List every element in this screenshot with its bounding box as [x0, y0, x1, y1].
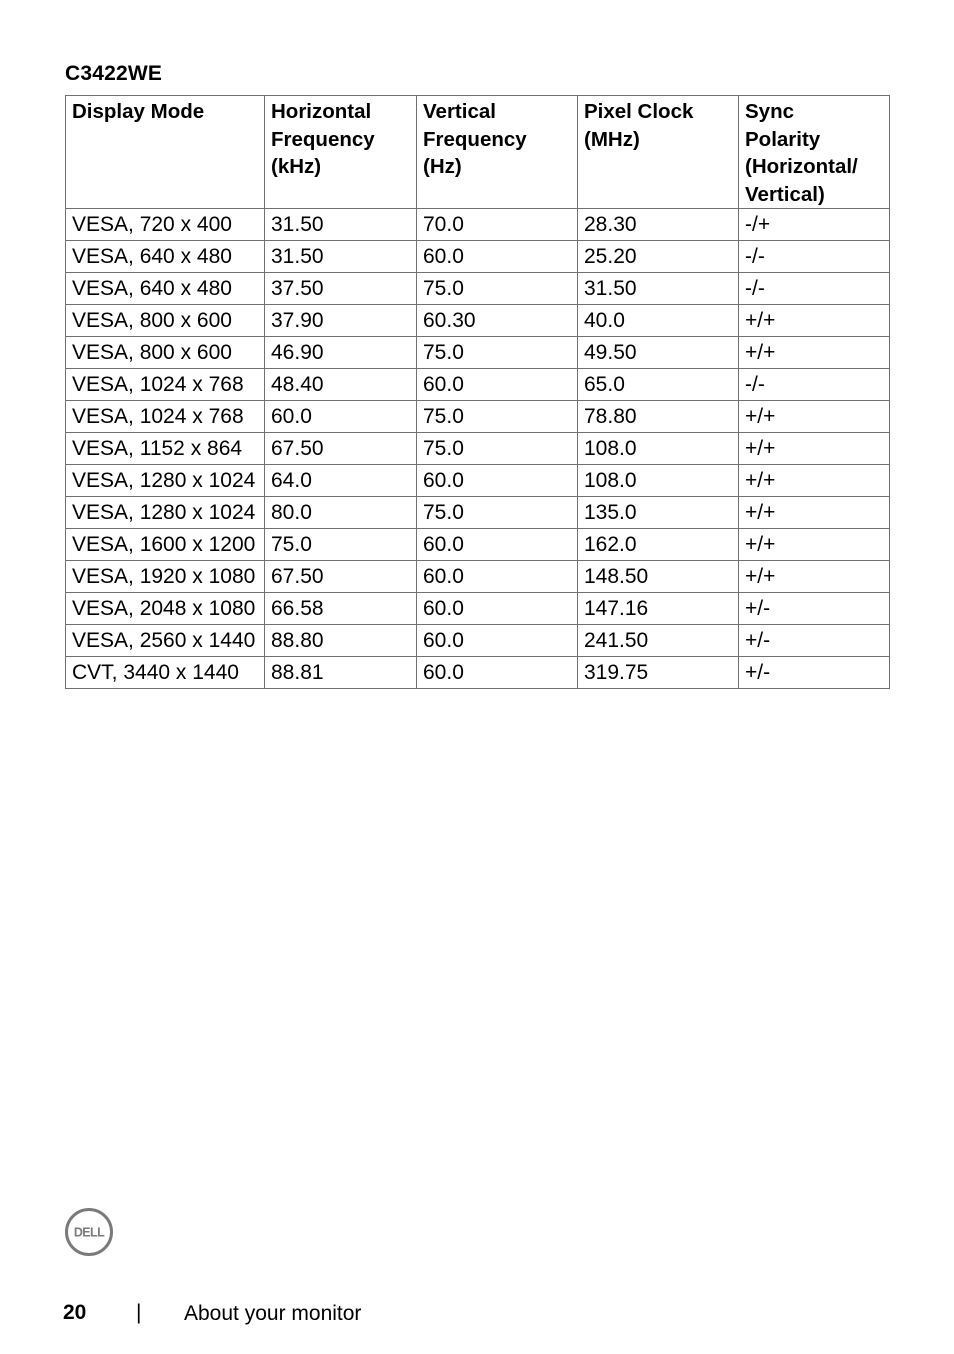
cell-horizontal-frequency: 64.0: [265, 465, 417, 497]
cell-sync-polarity: +/-: [739, 657, 890, 689]
cell-display-mode: VESA, 1280 x 1024: [66, 497, 265, 529]
table-row: [66, 529, 890, 561]
header-line: Polarity: [745, 127, 821, 151]
cell-sync-polarity: -/-: [739, 273, 890, 305]
cell-sync-polarity: +/+: [739, 561, 890, 593]
cell-horizontal-frequency: 88.81: [265, 657, 417, 689]
header-line: (MHz): [584, 127, 640, 151]
cell-sync-polarity: +/+: [739, 401, 890, 433]
table-row: [66, 209, 890, 241]
header-line: Horizontal: [271, 100, 372, 123]
cell-vertical-frequency: 75.0: [417, 401, 578, 433]
cell-sync-polarity: +/+: [739, 497, 890, 529]
cell-display-mode: VESA, 800 x 600: [66, 337, 265, 369]
table-row: [66, 369, 890, 401]
cell-display-mode: VESA, 1024 x 768: [66, 369, 265, 401]
cell-sync-polarity: +/+: [739, 465, 890, 497]
cell-pixel-clock: 108.0: [578, 433, 739, 465]
header-display-mode: [66, 96, 265, 209]
footer-separator: |: [136, 1301, 142, 1324]
header-line: Pixel Clock: [584, 100, 694, 123]
cell-vertical-frequency: 60.0: [417, 465, 578, 497]
footer-section-title: About your monitor: [184, 1302, 362, 1325]
table-row: [66, 465, 890, 497]
cell-vertical-frequency: 60.0: [417, 241, 578, 273]
table-row: [66, 337, 890, 369]
cell-horizontal-frequency: 31.50: [265, 209, 417, 241]
cell-sync-polarity: +/-: [739, 593, 890, 625]
table-row: [66, 433, 890, 465]
cell-sync-polarity: -/-: [739, 369, 890, 401]
model-title: C3422WE: [65, 62, 163, 85]
table-row: [66, 561, 890, 593]
cell-pixel-clock: 147.16: [578, 593, 739, 625]
cell-sync-polarity: +/+: [739, 305, 890, 337]
cell-pixel-clock: 25.20: [578, 241, 739, 273]
header-line: Sync: [745, 100, 794, 123]
table-header-row: [66, 96, 890, 209]
cell-vertical-frequency: 60.0: [417, 657, 578, 689]
cell-horizontal-frequency: 80.0: [265, 497, 417, 529]
cell-pixel-clock: 40.0: [578, 305, 739, 337]
cell-horizontal-frequency: 66.58: [265, 593, 417, 625]
cell-horizontal-frequency: 75.0: [265, 529, 417, 561]
table-row: [66, 241, 890, 273]
header-line: Frequency: [271, 127, 375, 151]
table-row: [66, 273, 890, 305]
cell-display-mode: VESA, 1280 x 1024: [66, 465, 265, 497]
cell-sync-polarity: +/+: [739, 337, 890, 369]
cell-sync-polarity: +/-: [739, 625, 890, 657]
cell-horizontal-frequency: 37.90: [265, 305, 417, 337]
header-line: (kHz): [271, 155, 322, 178]
cell-display-mode: VESA, 2560 x 1440: [66, 625, 265, 657]
cell-vertical-frequency: 60.0: [417, 593, 578, 625]
cell-display-mode: VESA, 1152 x 864: [66, 433, 265, 465]
cell-sync-polarity: -/+: [739, 209, 890, 241]
cell-display-mode: CVT, 3440 x 1440: [66, 657, 265, 689]
table-row: [66, 593, 890, 625]
cell-display-mode: VESA, 800 x 600: [66, 305, 265, 337]
cell-pixel-clock: 162.0: [578, 529, 739, 561]
cell-pixel-clock: 108.0: [578, 465, 739, 497]
header-line: Frequency: [423, 127, 527, 151]
cell-vertical-frequency: 60.0: [417, 529, 578, 561]
cell-display-mode: VESA, 1600 x 1200: [66, 529, 265, 561]
cell-display-mode: VESA, 2048 x 1080: [66, 593, 265, 625]
cell-horizontal-frequency: 46.90: [265, 337, 417, 369]
cell-display-mode: VESA, 1024 x 768: [66, 401, 265, 433]
cell-vertical-frequency: 60.0: [417, 625, 578, 657]
table-row: [66, 305, 890, 337]
cell-horizontal-frequency: 48.40: [265, 369, 417, 401]
cell-display-mode: VESA, 640 x 480: [66, 273, 265, 305]
dell-logo-icon: [64, 1207, 114, 1257]
cell-pixel-clock: 135.0: [578, 497, 739, 529]
header-line: Display Mode: [72, 100, 205, 123]
cell-pixel-clock: 148.50: [578, 561, 739, 593]
cell-sync-polarity: +/+: [739, 433, 890, 465]
cell-display-mode: VESA, 720 x 400: [66, 209, 265, 241]
cell-vertical-frequency: 75.0: [417, 273, 578, 305]
header-line: (Horizontal/: [745, 155, 858, 178]
table-row: [66, 657, 890, 689]
cell-sync-polarity: -/-: [739, 241, 890, 273]
cell-horizontal-frequency: 67.50: [265, 433, 417, 465]
header-vertical-frequency: [417, 96, 578, 209]
cell-pixel-clock: 49.50: [578, 337, 739, 369]
cell-display-mode: VESA, 640 x 480: [66, 241, 265, 273]
cell-horizontal-frequency: 31.50: [265, 241, 417, 273]
header-line: Vertical): [745, 182, 825, 206]
table-row: [66, 401, 890, 433]
cell-vertical-frequency: 60.0: [417, 369, 578, 401]
cell-sync-polarity: +/+: [739, 529, 890, 561]
cell-pixel-clock: 319.75: [578, 657, 739, 689]
cell-horizontal-frequency: 88.80: [265, 625, 417, 657]
header-line: Vertical: [423, 100, 496, 123]
table-row: [66, 625, 890, 657]
svg-text:DELL: DELL: [73, 1225, 105, 1240]
cell-vertical-frequency: 75.0: [417, 497, 578, 529]
header-horizontal-frequency: [265, 96, 417, 209]
header-sync-polarity: [739, 96, 890, 209]
table-body: [66, 209, 890, 689]
page-number: 20: [63, 1301, 87, 1324]
cell-pixel-clock: 65.0: [578, 369, 739, 401]
cell-horizontal-frequency: 67.50: [265, 561, 417, 593]
cell-pixel-clock: 31.50: [578, 273, 739, 305]
cell-vertical-frequency: 75.0: [417, 337, 578, 369]
cell-vertical-frequency: 70.0: [417, 209, 578, 241]
cell-horizontal-frequency: 37.50: [265, 273, 417, 305]
header-pixel-clock: [578, 96, 739, 209]
cell-vertical-frequency: 60.30: [417, 305, 578, 337]
display-modes-table: [65, 95, 890, 689]
cell-pixel-clock: 28.30: [578, 209, 739, 241]
cell-vertical-frequency: 60.0: [417, 561, 578, 593]
cell-display-mode: VESA, 1920 x 1080: [66, 561, 265, 593]
cell-pixel-clock: 241.50: [578, 625, 739, 657]
cell-vertical-frequency: 75.0: [417, 433, 578, 465]
table-row: [66, 497, 890, 529]
cell-horizontal-frequency: 60.0: [265, 401, 417, 433]
cell-pixel-clock: 78.80: [578, 401, 739, 433]
header-line: (Hz): [423, 155, 462, 178]
